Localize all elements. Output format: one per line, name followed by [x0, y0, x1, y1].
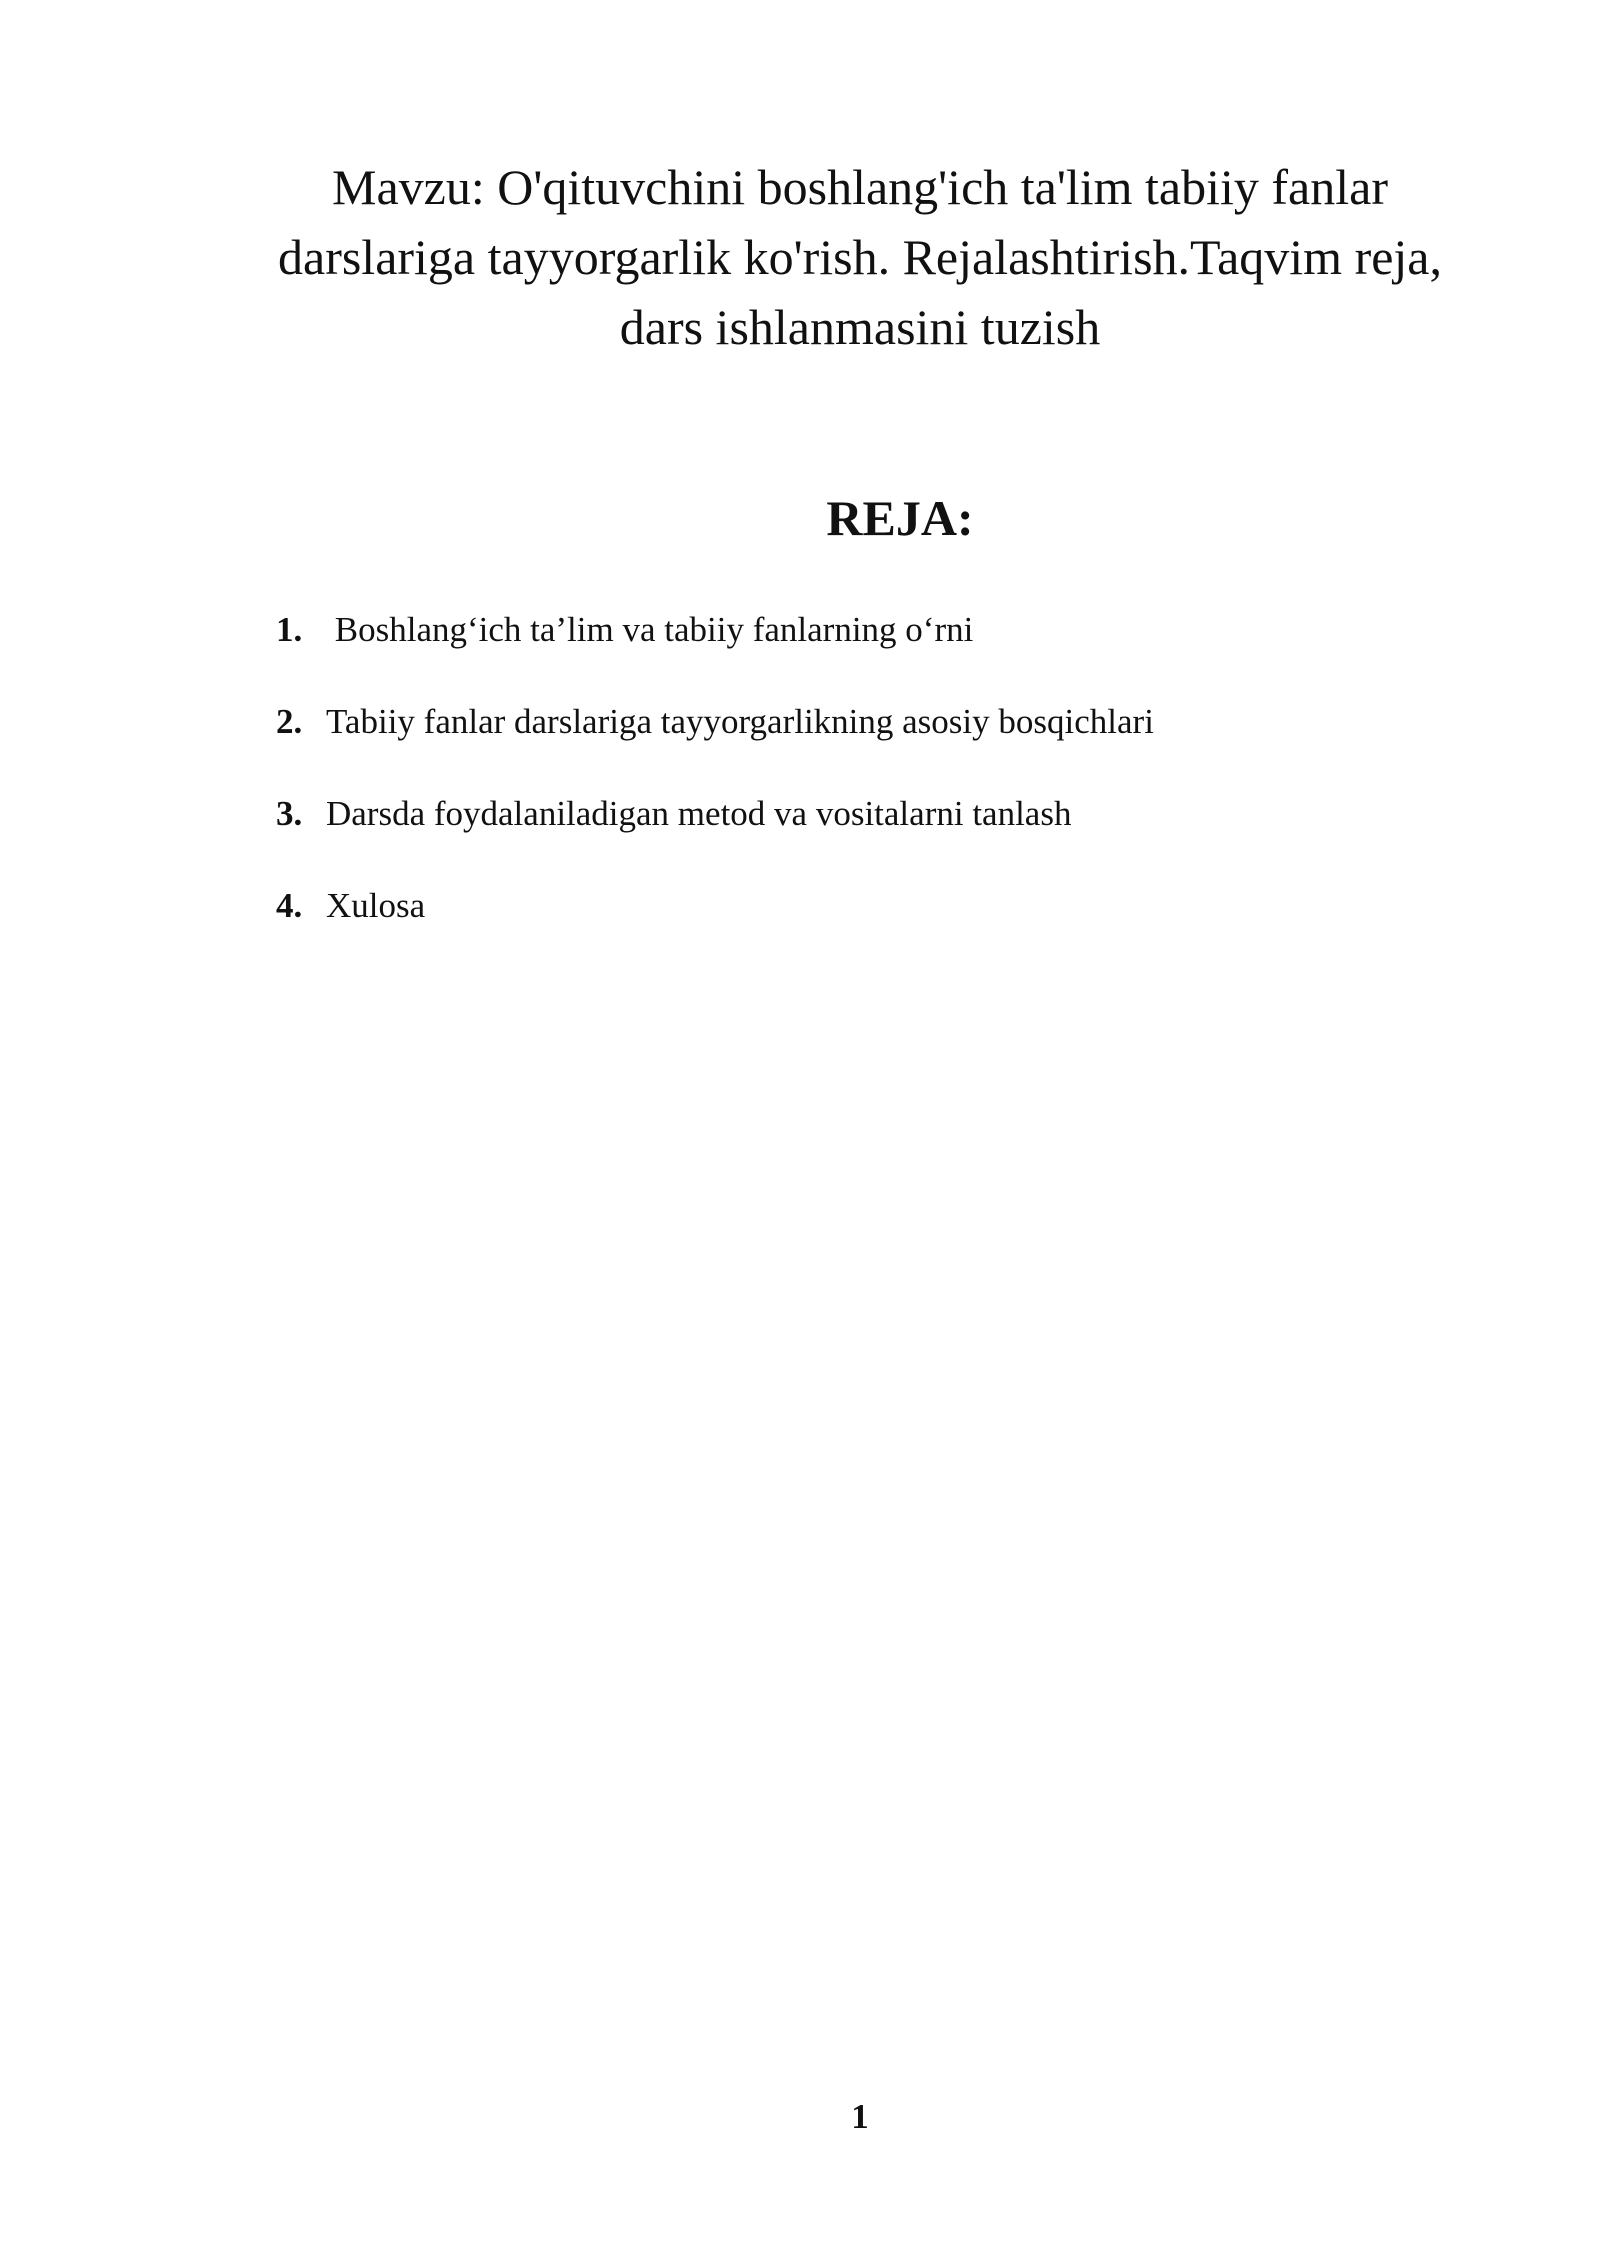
plan-item-4 [276, 876, 1476, 968]
plan-item-text: Xulosa [326, 886, 426, 925]
plan-item-1 [276, 600, 1476, 692]
plan-item-number: 3. [276, 794, 303, 833]
page-title [200, 152, 1520, 362]
plan-item-text: Tabiiy fanlar darslariga tayyorgarlikning asosiy bosqichlari [326, 702, 1154, 741]
plan-item-number: 1. [276, 610, 303, 649]
title-line-3: dars ishlanmasini tuzish [619, 299, 1101, 355]
plan-heading: REJA: [826, 490, 974, 546]
plan-list [276, 600, 1476, 968]
plan-item-2 [276, 692, 1476, 784]
title-line-2: darslariga tayyorgarlik ko'rish. Rejalashtirish.Taqvim reja, [278, 229, 1442, 285]
plan-item-number: 4. [276, 886, 303, 925]
plan-item-text: Boshlang‘ich ta’lim va tabiiy fanlarning o‘rni [326, 610, 974, 649]
plan-item-number: 2. [276, 702, 303, 741]
page-number: 1 [851, 2097, 869, 2136]
plan-item-3 [276, 784, 1476, 876]
plan-item-text: Darsda foydalaniladigan metod va vositalarni tanlash [326, 794, 1072, 833]
title-line-1: Mavzu: O'qituvchini boshlang'ich ta'lim tabiiy fanlar [332, 159, 1388, 215]
